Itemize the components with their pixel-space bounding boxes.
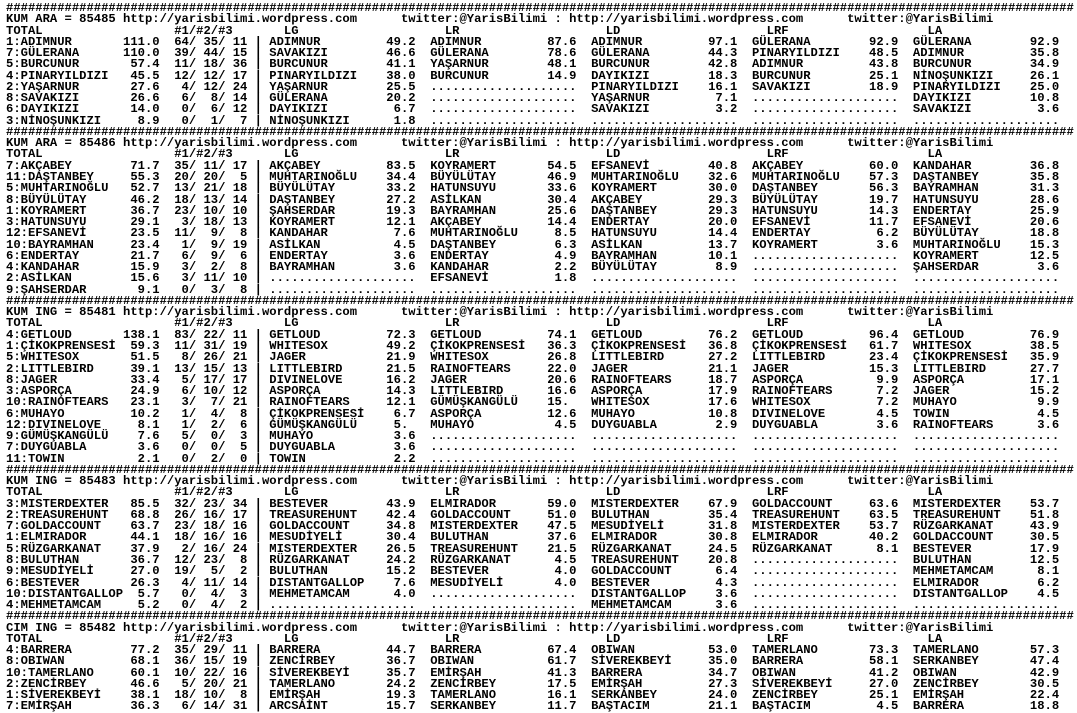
separator-line: ################################################################################################################################################## (6, 1, 1074, 15)
section-header: CIM ING = 85482 http://yarisbilimi.wordpress.com twitter:@YarisBilimi : http://yarisbilimi.wordpress.com twitter:@YarisBilimi (6, 620, 994, 635)
section-header: KUM ARA = 85486 http://yarisbilimi.wordpress.com twitter:@YarisBilimi : http://yarisbilimi.wordpress.com twitter:@YarisBilimi (6, 136, 994, 151)
horse-row: 10:BAYRAMHAN 23.4 1/ 9/ 19 | ASİLKAN 4.5 DAŞTANBEY 6.3 ASİLKAN 13.7 KOYRAMERT 3.6 MUHTARINOĞLU 15.3 (6, 237, 1060, 252)
horse-row: 8:BÜYÜLÜTAY 46.2 18/ 13/ 14 | DAŞTANBEY 27.2 ASİLKAN 30.4 AKÇABEY 29.3 BÜYÜLÜTAY 19.7 HATUNSUYU 28.6 (6, 192, 1060, 207)
horse-row: 12:DIVINELOVE 8.1 1/ 2/ 6 | GÜMÜŞKANGÜLÜ 5. MUHAYO 4.5 DUYGUABLA 2.9 DUYGUABLA 3.6 RAINOFTEARS 3.6 (6, 417, 1060, 432)
horse-row: 8:SAVAKIZI 26.6 6/ 8/ 14 | GÜLERANA 20.2 .................... YAŞARNUR 7.1 .................... DAYIKIZI 10.8 (6, 91, 1060, 106)
horse-row: 7:EMİRŞAH 36.3 6/ 14/ 31 | ARCSAİNT 15.7 SERKANBEY 11.7 BAŞTACIM 21.1 BAŞTACIM 4.5 BARRERA 18.8 (6, 699, 1060, 713)
horse-row: 6:MUHAYO 10.2 1/ 4/ 8 | ÇİKOKPRENSESİ 6.7 ASPORÇA 12.6 MUHAYO 10.8 DIVINELOVE 4.5 TOWIN 4.5 (6, 406, 1060, 421)
column-header: TOTAL #1/#2/#3 LG LR LD LRF LA (6, 631, 943, 646)
horse-row: 8:JAGER 33.4 5/ 17/ 17 | DIVINELOVE 16.2 JAGER 20.6 RAINOFTEARS 18.7 ASPORÇA 9.9 ASPORÇA 17.1 (6, 372, 1060, 387)
horse-row: 1:SİVEREKBEYİ 38.1 18/ 10/ 8 | EMİRŞAH 19.3 TAMERLANO 16.1 SERKANBEY 24.0 ZENCİRBEY 25.1 EMİRŞAH 22.4 (6, 688, 1060, 703)
horse-row: 6:ENDERTAY 21.7 6/ 9/ 6 | ENDERTAY 3.6 ENDERTAY 4.9 BAYRAMHAN 10.1 .................... KOYRAMERT 12.5 (6, 248, 1060, 263)
race-section-85482 (6, 611, 1077, 712)
horse-row: 9:ŞAHSERDAR 9.1 0/ 3/ 8 | .................... .................... .................... .................... .................... (6, 282, 1060, 297)
horse-row: 9:MESUDİYELİ 27.0 19/ 5/ 2 | BULUTHAN 15.2 BESTEVER 4.0 GOLDACCOUNT 6.4 .................... MEHMETAMCAM 8.1 (6, 564, 1060, 579)
horse-row: 3:HATUNSUYU 29.1 3/ 18/ 13 | KOYRAMERT 12.1 AKÇABEY 14.4 ENDERTAY 20.0 EFSANEVİ 11.7 EFSANEVİ 20.6 (6, 215, 1060, 230)
horse-row: 7:AKÇABEY 71.7 35/ 11/ 17 | AKÇABEY 83.5 KOYRAMERT 54.5 EFSANEVİ 40.8 AKÇABEY 60.0 KANDAHAR 36.8 (6, 158, 1060, 173)
column-header: TOTAL #1/#2/#3 LG LR LD LRF LA (6, 23, 943, 38)
race-section-85481 (6, 293, 1077, 466)
horse-row: 10:DISTANTGALLOP 5.7 0/ 4/ 3 | MEHMETAMCAM 4.0 .................... DISTANTGALLOP 3.6 .................... DISTANTGALLOP 4.5 (6, 586, 1060, 601)
separator-line: ################################################################################################################################################## (6, 293, 1074, 308)
horse-row: 6:DAYIKIZI 14.0 0/ 6/ 12 | DAYIKIZI 6.7 .................... SAVAKIZI 3.2 .................... SAVAKIZI 3.6 (6, 102, 1060, 117)
section-header: KUM ARA = 85485 http://yarisbilimi.wordpress.com twitter:@YarisBilimi : http://yarisbilimi.wordpress.com twitter:@YarisBilimi (6, 12, 994, 27)
horse-row: 2:LITTLEBIRD 39.1 13/ 15/ 13 | LITTLEBIRD 21.5 RAINOFTEARS 22.0 JAGER 21.1 JAGER 15.3 LITTLEBIRD 27.7 (6, 361, 1060, 376)
horse-row: 5:BURCUNUR 57.4 11/ 18/ 36 | BURCUNUR 41.1 YAŞARNUR 48.1 BURCUNUR 42.8 ADIMNUR 43.8 BURCUNUR 34.9 (6, 57, 1060, 72)
horse-row: 9:GÜMÜŞKANGÜLÜ 7.6 5/ 0/ 3 | MUHAYO 3.6 .................... .................... .................... .................... (6, 429, 1060, 444)
race-section-85483 (6, 462, 1077, 613)
separator-line: ################################################################################################################################################## (6, 124, 1074, 139)
horse-row: 5:RÜZGARKANAT 37.9 2/ 16/ 24 | MISTERDEXTER 26.5 TREASUREHUNT 21.5 RÜZGARKANAT 24.5 RÜZGARKANAT 8.1 BESTEVER 17.9 (6, 541, 1060, 556)
horse-row: 7:GOLDACCOUNT 63.7 23/ 18/ 16 | GOLDACCOUNT 34.8 MISTERDEXTER 47.5 MESUDİYELİ 31.8 MISTERDEXTER 53.7 RÜZGARKANAT 43.9 (6, 519, 1060, 534)
column-header: TOTAL #1/#2/#3 LG LR LD LRF LA (6, 147, 943, 162)
horse-row: 2:TREASUREHUNT 68.8 26/ 16/ 17 | TREASUREHUNT 42.4 GOLDACCOUNT 51.0 BULUTHAN 35.4 TREASUREHUNT 63.5 TREASUREHUNT 51.8 (6, 507, 1060, 522)
horse-row: 10:TAMERLANO 60.1 10/ 22/ 16 | SİVEREKBEYİ 35.7 EMİRŞAH 41.3 BARRERA 34.7 OBIWAN 41.2 OBIWAN 42.9 (6, 665, 1060, 680)
horse-row: 6:BESTEVER 26.3 4/ 11/ 14 | DISTANTGALLOP 7.6 MESUDİYELİ 4.0 BESTEVER 4.3 .................... ELMIRADOR 6.2 (6, 575, 1060, 590)
horse-row: 3:ASPORÇA 24.9 6/ 10/ 12 | ASPORÇA 14.3 LITTLEBIRD 16.6 ASPORÇA 17.9 RAINOFTEARS 7.2 JAGER 15.2 (6, 384, 1060, 399)
column-header: TOTAL #1/#2/#3 LG LR LD LRF LA (6, 485, 943, 500)
horse-row: 11:TOWIN 2.1 0/ 2/ 0 | TOWIN 2.2 .................... .................... .................... .................... (6, 451, 1060, 466)
horse-row: 4:KANDAHAR 15.9 3/ 2/ 8 | BAYRAMHAN 3.6 KANDAHAR 2.2 BÜYÜLÜTAY 8.9 .................... ŞAHSERDAR 3.6 (6, 260, 1060, 275)
horse-row: 5:MUHTARINOĞLU 52.7 13/ 21/ 18 | BÜYÜLÜTAY 33.2 HATUNSUYU 33.6 KOYRAMERT 30.0 DAŞTANBEY 56.3 BAYRAMHAN 31.3 (6, 181, 1060, 196)
horse-row: 7:DUYGUABLA 3.6 0/ 0/ 5 | DUYGUABLA 3.6 .................... .................... .................... .................... (6, 440, 1060, 455)
horse-row: 1:ADIMNUR 111.0 64/ 35/ 11 | ADIMNUR 49.2 ADIMNUR 87.6 ADIMNUR 97.1 GÜLERANA 92.9 GÜLERANA 92.9 (6, 34, 1060, 49)
section-header: KUM ING = 85483 http://yarisbilimi.wordpress.com twitter:@YarisBilimi : http://yarisbilimi.wordpress.com twitter:@YarisBilimi (6, 474, 994, 489)
horse-row: 4:BARRERA 77.2 35/ 29/ 11 | BARRERA 44.7 BARRERA 67.4 OBIWAN 53.0 TAMERLANO 73.3 TAMERLANO 57.3 (6, 643, 1060, 658)
horse-row: 4:PINARYILDIZI 45.5 12/ 12/ 17 | PINARYILDIZI 38.0 BURCUNUR 14.9 DAYIKIZI 18.3 BURCUNUR 25.1 NİNOŞUNKIZI 26.1 (6, 68, 1060, 83)
horse-row: 5:WHITESOX 51.5 8/ 26/ 21 | JAGER 21.9 WHITESOX 26.8 LITTLEBIRD 27.2 LITTLEBIRD 23.4 ÇİKOKPRENSESİ 35.9 (6, 350, 1060, 365)
horse-row: 8:OBIWAN 68.1 36/ 15/ 19 | ZENCİRBEY 36.7 OBIWAN 61.7 SİVEREKBEYİ 35.0 BARRERA 58.1 SERKANBEY 47.4 (6, 654, 1060, 669)
horse-row: 2:ZENCİRBEY 46.6 5/ 20/ 21 | TAMERLANO 24.2 ZENCİRBEY 17.5 EMİRŞAH 27.3 SİVEREKBEYİ 27.0 ZENCİRBEY 30.5 (6, 676, 1060, 691)
separator-line: ################################################################################################################################################## (6, 609, 1074, 624)
race-section-85485 (6, 3, 1077, 127)
horse-row: 2:YAŞARNUR 27.6 4/ 12/ 24 | YAŞARNUR 25.5 .................... PINARYILDIZI 16.1 SAVAKIZI 18.9 PINARYILDIZI 25.0 (6, 79, 1060, 94)
horse-row: 8:BULUTHAN 36.7 12/ 23/ 8 | RÜZGARKANAT 24.2 RÜZGARKANAT 4.5 TREASUREHUNT 20.8 .................... BULUTHAN 12.5 (6, 553, 1060, 568)
horse-row: 3:MISTERDEXTER 85.5 32/ 23/ 34 | BESTEVER 43.9 ELMIRADOR 59.0 MISTERDEXTER 67.9 GOLDACCOUNT 63.6 MISTERDEXTER 53.7 (6, 496, 1060, 511)
column-header: TOTAL #1/#2/#3 LG LR LD LRF LA (6, 316, 943, 331)
horse-row: 11:DAŞTANBEY 55.3 20/ 20/ 5 | MUHTARINOĞLU 34.4 BÜYÜLÜTAY 46.9 MUHTARINOĞLU 32.6 MUHTARINOĞLU 57.3 DAŞTANBEY 35.8 (6, 169, 1060, 184)
race-section-85486 (6, 124, 1077, 297)
horse-row: 4:GETLOUD 138.1 83/ 22/ 11 | GETLOUD 72.3 GETLOUD 74.1 GETLOUD 76.2 GETLOUD 96.4 GETLOUD 76.9 (6, 327, 1060, 342)
horse-row: 7:GÜLERANA 110.0 39/ 44/ 15 | SAVAKIZI 46.6 GÜLERANA 78.6 GÜLERANA 44.3 PINARYILDIZI 48.5 ADIMNUR 35.8 (6, 46, 1060, 61)
horse-row: 3:NİNOŞUNKIZI 8.9 0/ 1/ 7 | NİNOŞUNKIZI 1.8 .................... .................... .................... .................... (6, 113, 1060, 128)
horse-row: 4:MEHMETAMCAM 5.2 0/ 4/ 2 | .................... .................... MEHMETAMCAM 3.6 .................... .................... (6, 598, 1060, 613)
horse-row: 1:ÇİKOKPRENSESİ 59.3 11/ 31/ 19 | WHITESOX 49.2 ÇİKOKPRENSESİ 36.3 ÇİKOKPRENSESİ 36.8 ÇİKOKPRENSESİ 61.7 WHITESOX 38.5 (6, 338, 1060, 353)
horse-row: 2:ASİLKAN 15.6 3/ 11/ 10 | .................... EFSANEVİ 1.8 .................... .................... .................... (6, 271, 1060, 286)
separator-line: ################################################################################################################################################## (6, 462, 1074, 477)
section-header: KUM ING = 85481 http://yarisbilimi.wordpress.com twitter:@YarisBilimi : http://yarisbilimi.wordpress.com twitter:@YarisBilimi (6, 305, 994, 320)
horse-row: 1:KOYRAMERT 36.7 23/ 10/ 10 | ŞAHSERDAR 19.3 BAYRAMHAN 25.6 DAŞTANBEY 29.3 HATUNSUYU 14.3 ENDERTAY 25.9 (6, 203, 1060, 218)
horse-row: 10:RAINOFTEARS 23.1 3/ 7/ 21 | RAINOFTEARS 12.1 GÜMÜŞKANGÜLÜ 15. WHITESOX 17.6 WHITESOX 7.2 MUHAYO 9.9 (6, 395, 1060, 410)
horse-row: 12:EFSANEVİ 23.5 11/ 9/ 8 | KANDAHAR 7.6 MUHTARINOĞLU 8.5 HATUNSUYU 14.4 ENDERTAY 6.2 BÜYÜLÜTAY 18.8 (6, 226, 1060, 241)
horse-row: 1:ELMIRADOR 44.1 18/ 16/ 16 | MESUDİYELİ 30.4 BULUTHAN 37.6 ELMIRADOR 30.8 ELMIRADOR 40.2 GOLDACCOUNT 30.5 (6, 530, 1060, 545)
